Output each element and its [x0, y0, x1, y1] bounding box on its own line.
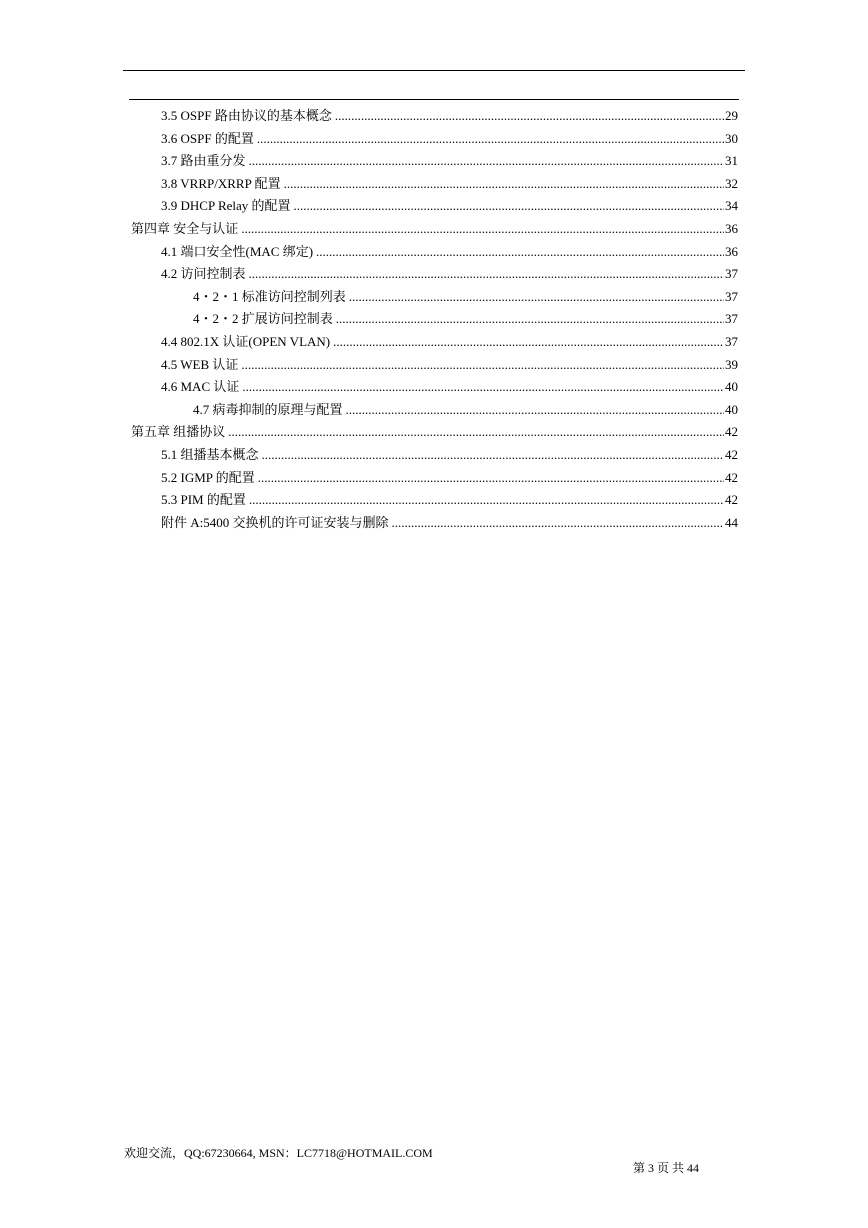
toc-entry-label: 4.4 802.1X 认证(OPEN VLAN) — [161, 333, 331, 349]
toc-entry-label: 第五章 组播协议 — [131, 424, 226, 440]
toc-entry-page: 42 — [725, 446, 738, 462]
toc-entry[interactable] — [130, 107, 738, 130]
toc-entry-label: 3.7 路由重分发 — [161, 153, 246, 169]
toc-entry[interactable] — [130, 333, 738, 356]
toc-entry[interactable] — [130, 378, 738, 401]
toc-entry[interactable] — [130, 491, 738, 514]
toc-leader-dots — [392, 514, 724, 532]
toc-entry-label: 4.1 端口安全性(MAC 绑定) — [161, 243, 314, 259]
toc-entry-label: 5.3 PIM 的配置 — [161, 492, 246, 508]
toc-subentry[interactable] — [130, 288, 738, 311]
toc-entry-label: 3.6 OSPF 的配置 — [161, 130, 254, 146]
toc-entry-label: 附件 A:5400 交换机的许可证安装与删除 — [161, 514, 389, 530]
toc-leader-dots — [262, 446, 724, 464]
toc-leader-dots — [241, 356, 724, 374]
footer-contact: 欢迎交流，QQ:67230664, MSN：LC7718@HOTMAIL.COM — [124, 1146, 433, 1160]
toc-entry-page: 37 — [725, 311, 738, 327]
toc-entry[interactable] — [130, 469, 738, 492]
toc-entry-page: 40 — [725, 401, 738, 417]
toc-entry[interactable] — [130, 130, 738, 153]
toc-entry[interactable] — [130, 175, 738, 198]
toc-entry[interactable] — [130, 356, 738, 379]
toc-entry-label: 第四章 安全与认证 — [131, 220, 239, 236]
toc-entry-label: 4.2 访问控制表 — [161, 266, 246, 282]
toc-leader-dots — [257, 130, 724, 148]
toc-entry-page: 36 — [725, 220, 738, 236]
toc-entry-page: 30 — [725, 130, 738, 146]
toc-leader-dots — [241, 220, 724, 238]
toc-leader-dots — [284, 175, 724, 193]
toc-entry-page: 34 — [725, 198, 738, 214]
toc-entry[interactable] — [130, 265, 738, 288]
toc-leader-dots — [249, 152, 724, 170]
toc-entry-page: 32 — [725, 175, 738, 191]
toc-leader-dots — [336, 310, 724, 328]
toc-leader-dots — [316, 243, 724, 261]
toc-entry[interactable] — [130, 197, 738, 220]
toc-leader-dots — [228, 423, 724, 441]
toc-leader-dots — [258, 469, 724, 487]
toc-leader-dots — [335, 107, 724, 125]
toc-chapter-entry[interactable] — [130, 423, 738, 446]
toc-leader-dots — [249, 265, 724, 283]
toc-entry-page: 37 — [725, 266, 738, 282]
toc-leader-dots — [346, 401, 724, 419]
toc-top-rule — [129, 99, 739, 100]
toc-entry-label: 4.5 WEB 认证 — [161, 356, 239, 372]
table-of-contents — [130, 107, 738, 536]
toc-entry-label: 3.9 DHCP Relay 的配置 — [161, 198, 291, 214]
toc-entry[interactable] — [130, 446, 738, 469]
footer-page-number: 第 3 页 共 44 — [633, 1161, 700, 1175]
toc-chapter-entry[interactable] — [130, 220, 738, 243]
toc-entry-page: 37 — [725, 288, 738, 304]
toc-entry-page: 42 — [725, 492, 738, 508]
toc-entry-label: 3.8 VRRP/XRRP 配置 — [161, 175, 281, 191]
toc-entry-page: 37 — [725, 333, 738, 349]
toc-entry-page: 36 — [725, 243, 738, 259]
toc-leader-dots — [333, 333, 724, 351]
toc-entry-label: 5.1 组播基本概念 — [161, 446, 259, 462]
toc-entry-label: 4・2・1 标准访问控制列表 — [193, 288, 346, 304]
toc-entry-page: 40 — [725, 379, 738, 395]
toc-entry-label: 4・2・2 扩展访问控制表 — [193, 311, 333, 327]
toc-entry-label: 5.2 IGMP 的配置 — [161, 469, 255, 485]
toc-entry[interactable] — [130, 514, 738, 537]
header-rule — [123, 70, 745, 71]
toc-entry-page: 42 — [725, 424, 738, 440]
toc-entry-label: 3.5 OSPF 路由协议的基本概念 — [161, 108, 332, 123]
toc-entry[interactable] — [130, 243, 738, 266]
toc-leader-dots — [349, 288, 724, 306]
toc-entry-page: 39 — [725, 356, 738, 372]
toc-subentry[interactable] — [130, 310, 738, 333]
toc-leader-dots — [249, 491, 724, 509]
toc-leader-dots — [242, 378, 724, 396]
toc-entry-page: 31 — [725, 153, 738, 169]
toc-entry-page: 29 — [725, 108, 738, 123]
toc-entry-label: 4.7 病毒抑制的原理与配置 — [193, 401, 343, 417]
toc-entry-page: 44 — [725, 514, 738, 530]
toc-leader-dots — [294, 197, 724, 215]
toc-entry-label: 4.6 MAC 认证 — [161, 379, 240, 395]
toc-entry[interactable] — [130, 152, 738, 175]
toc-entry-page: 42 — [725, 469, 738, 485]
toc-subentry[interactable] — [130, 401, 738, 424]
